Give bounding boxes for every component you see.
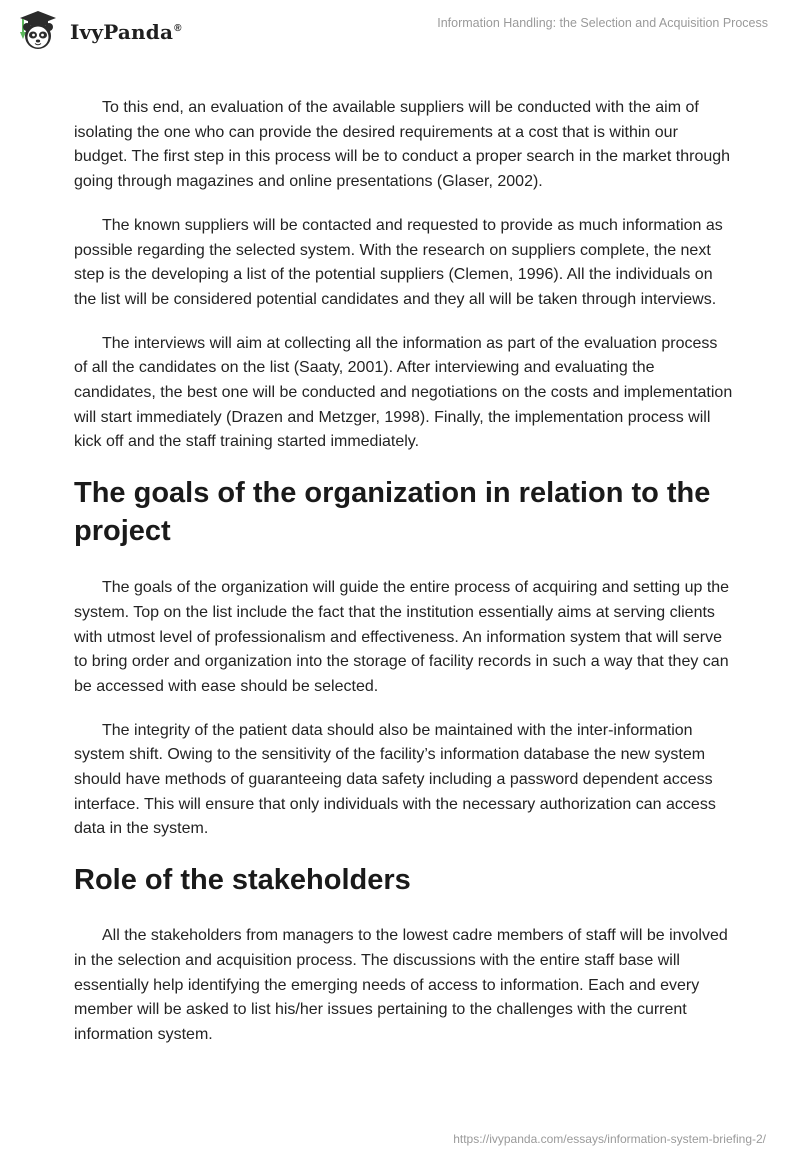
- paragraph: All the stakeholders from managers to the lowest cadre members of staff will be involved in the selection and acquisition process. The discussions with the entire staff base will essentially help identifying the emerging needs of access to information. Each and every member will be asked to list his/her issues pertaining to the challenges with the current information system.: [74, 927, 728, 1043]
- ivypanda-logo[interactable]: [14, 8, 182, 52]
- paragraph: The integrity of the patient data should also be maintained with the inter-information system shift. Owing to the sensitivity of the facility’s information database the new system should have methods of guaranteeing data safety including a password dependent access interface. This will ensure that only individuals with the necessary authorization can access data in the system.: [74, 721, 716, 838]
- paragraph: To this end, an evaluation of the available suppliers will be conducted with the aim of isolating the one who can provide the desired requirements at a cost that is within our budget. The first step in this process will be to conduct a proper search in the market through going through magazines and online presentations (Glaser, 2002).: [74, 99, 731, 191]
- source-url-link[interactable]: https://ivypanda.com/essays/information-system-briefing-2/: [453, 1132, 766, 1146]
- paragraph: The known suppliers will be contacted and requested to provide as much information as possible regarding the selected system. With the research on suppliers complete, the next step is the developing a list of the potential suppliers (Clemen, 1996). All the individuals on the list will be considered potential candidates and they all will be taken through interviews.: [74, 216, 723, 308]
- section-heading-stakeholders: Role of the stakeholders: [74, 864, 411, 897]
- page-header: [0, 0, 800, 60]
- essay-content: [74, 96, 734, 1067]
- paragraph: The interviews will aim at collecting all the information as part of the evaluation process of all the candidates on the list (Saaty, 2001). After interviewing and evaluating the candidates, the best one will be conducted and negotiations on the costs and implementation will start immediately (Drazen and Metzger, 1998). Finally, the implementation process will kick off and the staff training started immediately.: [74, 334, 733, 451]
- registered-mark: ®: [174, 23, 182, 35]
- brand-name: IvyPanda®: [70, 20, 182, 44]
- panda-graduate-icon: [14, 8, 62, 52]
- paragraph: The goals of the organization will guide the entire process of acquiring and setting up the system. Top on the list include the fact that the institution essentially aims at serving clients with utmost level of professionalism and effectiveness. An information system that will serve to bring order and organization into the storage of facility records in such a way that they can be accessed with ease should be selected.: [74, 579, 730, 695]
- document-title: Information Handling: the Selection and Acquisition Process: [437, 16, 768, 30]
- section-heading-goals: The goals of the organization in relation to the project: [74, 477, 711, 548]
